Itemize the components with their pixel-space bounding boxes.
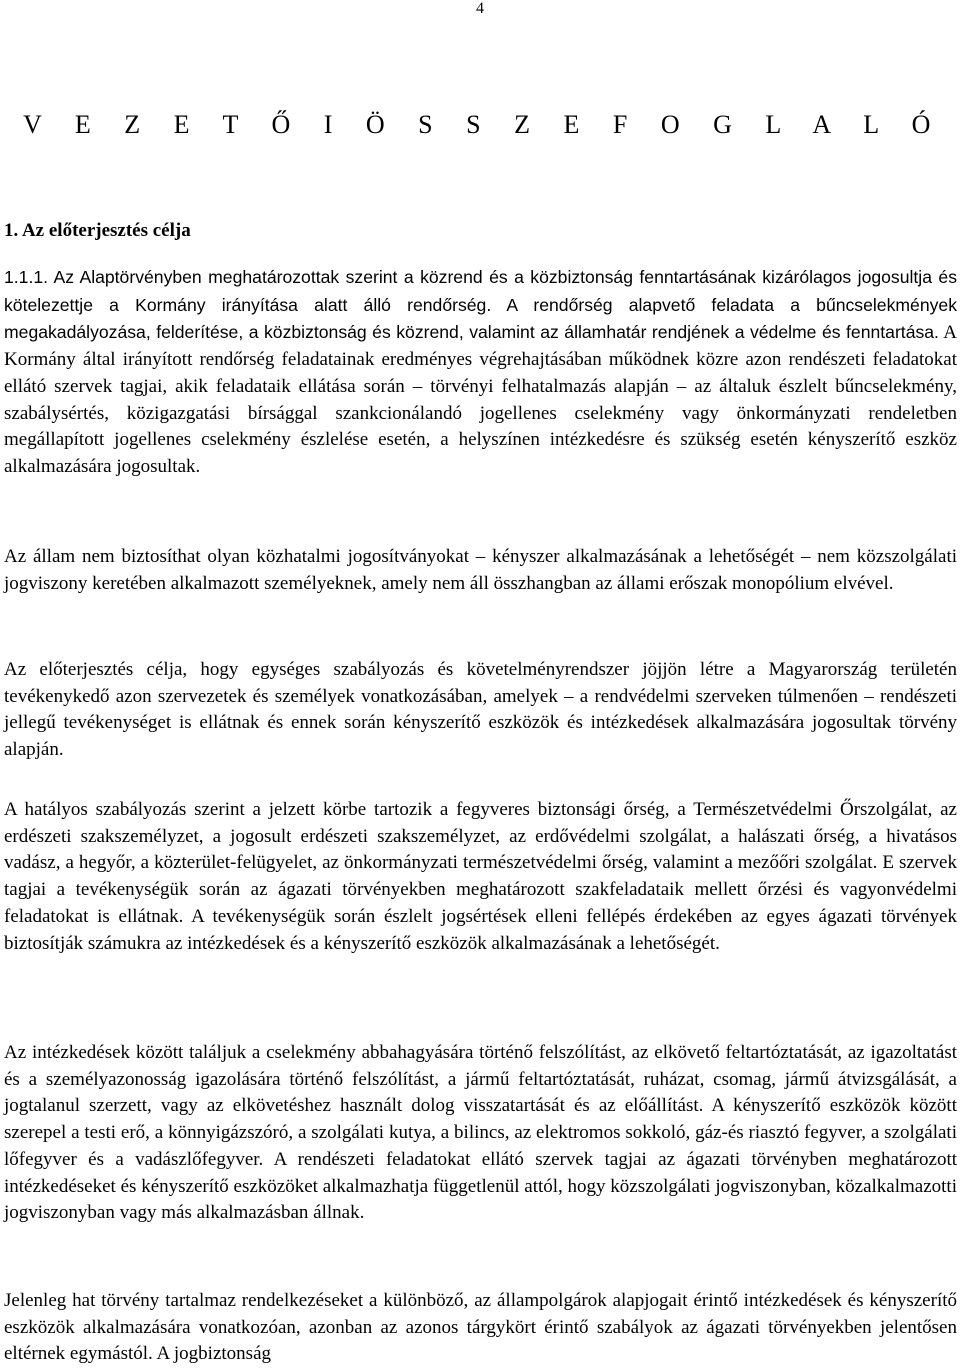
section-heading: 1. Az előterjesztés célja xyxy=(4,220,191,241)
paragraph-4: A hatályos szabályozás szerint a jelzett körbe tartozik a fegyveres biztonsági őrség, a Természetvédelmi Őrszolgálat, az erdészeti szakszemélyzet, a jogosult erdészeti szakszemélyzet, az erdővédelmi szolgálat, a halászati őrség, a hivatásos vadász, a hegyőr, a közterület-felügyelet, az önkormányzati természetvédelmi őrség, valamint a mezőőri szolgálat. E szervek tagjai a tevékenységük során az ágazati törvényekben meghatározott szakfeladataik mellett őrzési és vagyonvédelmi feladatokat is ellátnak. A tevékenységük során észlelt jogsértések elleni fellépés érdekében az egyes ágazati törvények biztosítják számukra az intézkedések és a kényszerítő eszközök alkalmazásának a lehetőségét. xyxy=(4,799,957,954)
paragraph-6: Jelenleg hat törvény tartalmaz rendelkezéseket a különböző, az állampolgárok alapjogait érintő intézkedések és kényszerítő eszközök alkalmazására vonatkozóan, azonban az azonos tárgykört érintő szabályok az ágazati törvényekben jelentősen eltérnek egymástól. A jogbiztonság xyxy=(4,1290,957,1365)
paragraph-1 xyxy=(4,264,957,481)
paragraph-2: Az állam nem biztosíthat olyan közhatalmi jogosítványokat – kényszer alkalmazásának a lehetőségét – nem közszolgálati jogviszony keretében alkalmazott személyeknek, amely nem áll összhangban az állami erőszak monopólium elvével. xyxy=(4,546,957,594)
document-title: V E Z E T Ő I Ö S S Z E F O G L A L Ó xyxy=(23,110,937,139)
page-number: 4 xyxy=(476,0,484,17)
paragraph-1-serif-part: A Kormány által irányított rendőrség feladatainak eredményes végrehajtásában működnek közre azon rendészeti feladatokat ellátó szervek tagjai, akik feladataik ellátása során – törvényi felhatalmazás alapján – az általuk észlelt bűncselekmény, szabálysértés, közigazgatási bírsággal szankcionálandó jogellenes cselekmény vagy önkormányzati rendeletben megállapított jogellenes cselekmény észlelése esetén, a helyszínen intézkedésre és szükség esetén kényszerítő eszköz alkalmazására jogosultak. xyxy=(4,322,957,477)
paragraph-1-sans-part: 1.1.1. Az Alaptörvényben meghatározottak szerint a közrend és a közbiztonság fenntartásának kizárólagos jogosultja és kötelezettje a Kormány irányítása alatt álló rendőrség. A rendőrség alapvető feladata a bűncselekmények megakadályozása, felderítése, a közbiztonság és közrend, valamint az államhatár rendjének a védelme és fenntartása. xyxy=(4,267,957,343)
paragraph-3: Az előterjesztés célja, hogy egységes szabályozás és követelményrendszer jöjjön létre a Magyarország területén tevékenykedő azon szervezetek és személyek vonatkozásában, amelyek – a rendvédelmi szerveken túlmenően – rendészeti jellegű tevékenységet is ellátnak és ennek során kényszerítő eszközök és intézkedések alkalmazására jogosultak törvény alapján. xyxy=(4,659,957,761)
paragraph-5: Az intézkedések között találjuk a cselekmény abbahagyására történő felszólítást, az elkövető feltartóztatását, az igazoltatást és a személyazonosság igazolására történő felszólítást, a jármű feltartóztatását, ruházat, csomag, jármű átvizsgálását, a jogtalanul szerzett, vagy az elkövetéshez használt dolog visszatartását és az előállítást. A kényszerítő eszközök között szerepel a testi erő, a könnyigázszóró, a szolgálati kutya, a bilincs, az elektromos sokkoló, gáz-és riasztó fegyver, a szolgálati lőfegyver és a vadászlőfegyver. A rendészeti feladatokat ellátó szervek tagjai az ágazati törvényben meghatározott intézkedéseket és kényszerítő eszközöket alkalmazhatja függetlenül attól, hogy közszolgálati jogviszonyban, közalkalmazotti jogviszonyban vagy más alkalmazásban állnak. xyxy=(4,1042,957,1224)
